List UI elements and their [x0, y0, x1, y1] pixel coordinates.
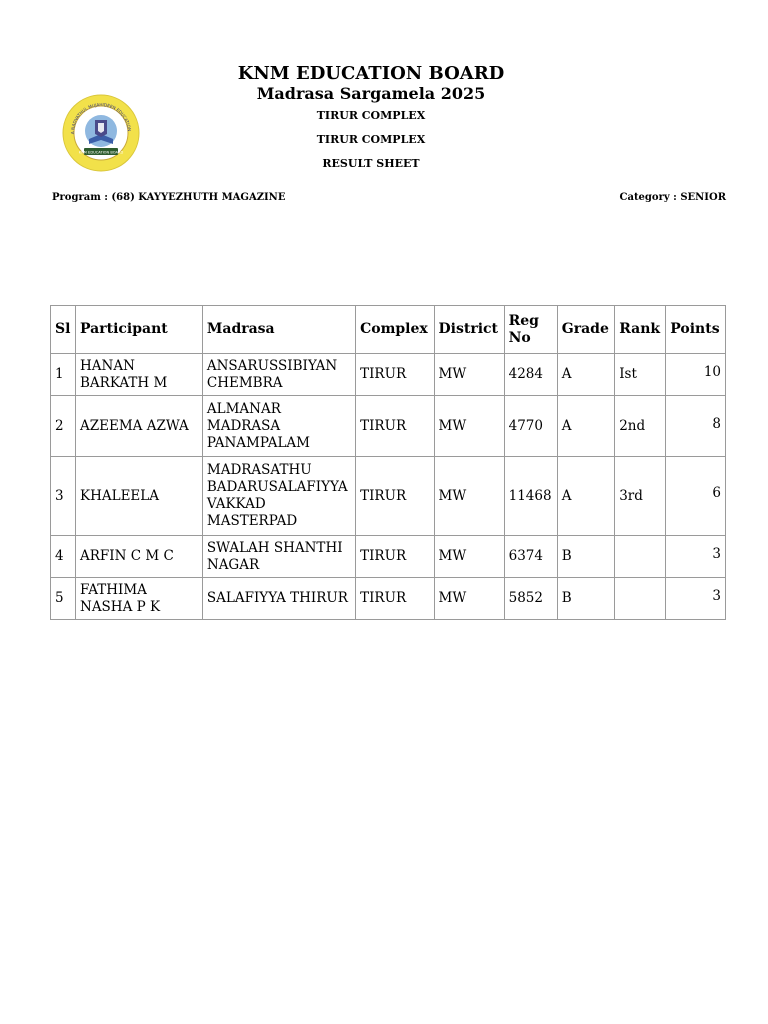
complex-line-1: TIRUR COMPLEX	[316, 109, 426, 122]
header-points: Points	[666, 306, 726, 354]
cell-madrasa: MADRASATHU BADARUSALAFIYYA VAKKAD MASTERPAD	[202, 457, 355, 536]
event-title: Madrasa Sargamela 2025	[256, 84, 486, 103]
results-table	[50, 305, 726, 620]
table-row	[51, 354, 726, 396]
cell-rank	[615, 578, 666, 620]
header-grade: Grade	[557, 306, 614, 354]
cell-reg-no: 4770	[504, 396, 557, 457]
cell-madrasa: ANSARUSSIBIYAN CHEMBRA	[202, 354, 355, 396]
cell-sl: 3	[51, 457, 76, 536]
header-rank: Rank	[615, 306, 666, 354]
program-label: Program : (68) KAYYEZHUTH MAGAZINE	[52, 192, 286, 203]
cell-reg-no: 11468	[504, 457, 557, 536]
header-complex: Complex	[356, 306, 434, 354]
header-reg-no: Reg No	[504, 306, 557, 354]
header-district: District	[434, 306, 504, 354]
cell-madrasa: SWALAH SHANTHI NAGAR	[202, 536, 355, 578]
cell-sl: 5	[51, 578, 76, 620]
header-participant: Participant	[76, 306, 203, 354]
cell-complex: TIRUR	[356, 396, 434, 457]
cell-participant: AZEEMA AZWA	[76, 396, 203, 457]
cell-reg-no: 4284	[504, 354, 557, 396]
cell-district: MW	[434, 396, 504, 457]
cell-reg-no: 6374	[504, 536, 557, 578]
cell-participant: ARFIN C M C	[76, 536, 203, 578]
cell-complex: TIRUR	[356, 536, 434, 578]
header-madrasa: Madrasa	[202, 306, 355, 354]
header-sl: Sl	[51, 306, 76, 354]
cell-district: MW	[434, 536, 504, 578]
sheet-title: RESULT SHEET	[322, 157, 420, 170]
cell-grade: B	[557, 578, 614, 620]
cell-rank: 3rd	[615, 457, 666, 536]
table-row	[51, 536, 726, 578]
cell-points: 8	[666, 396, 726, 457]
cell-points: 6	[666, 457, 726, 536]
table-header-row	[51, 306, 726, 354]
cell-points: 3	[666, 536, 726, 578]
cell-grade: A	[557, 354, 614, 396]
table-row	[51, 396, 726, 457]
cell-complex: TIRUR	[356, 457, 434, 536]
cell-district: MW	[434, 457, 504, 536]
cell-points: 10	[666, 354, 726, 396]
cell-district: MW	[434, 354, 504, 396]
cell-complex: TIRUR	[356, 578, 434, 620]
complex-line-2: TIRUR COMPLEX	[316, 133, 426, 146]
cell-complex: TIRUR	[356, 354, 434, 396]
logo-banner-text: KNM EDUCATION BOARD	[78, 150, 124, 155]
cell-grade: B	[557, 536, 614, 578]
cell-madrasa: ALMANAR MADRASA PANAMPALAM	[202, 396, 355, 457]
cell-grade: A	[557, 396, 614, 457]
logo-arc-text: A NADVATHUL MUJAHIDEEN EDUCATION	[69, 101, 132, 135]
cell-rank	[615, 536, 666, 578]
cell-rank: Ist	[615, 354, 666, 396]
cell-rank: 2nd	[615, 396, 666, 457]
cell-participant: FATHIMA NASHA P K	[76, 578, 203, 620]
category-label: Category : SENIOR	[619, 192, 726, 203]
cell-participant: KHALEELA	[76, 457, 203, 536]
cell-madrasa: SALAFIYYA THIRUR	[202, 578, 355, 620]
table-row	[51, 578, 726, 620]
cell-sl: 1	[51, 354, 76, 396]
cell-points: 3	[666, 578, 726, 620]
cell-participant: HANAN BARKATH M	[76, 354, 203, 396]
table-row	[51, 457, 726, 536]
cell-reg-no: 5852	[504, 578, 557, 620]
cell-district: MW	[434, 578, 504, 620]
board-title: KNM EDUCATION BOARD	[237, 63, 505, 84]
cell-grade: A	[557, 457, 614, 536]
cell-sl: 2	[51, 396, 76, 457]
cell-sl: 4	[51, 536, 76, 578]
